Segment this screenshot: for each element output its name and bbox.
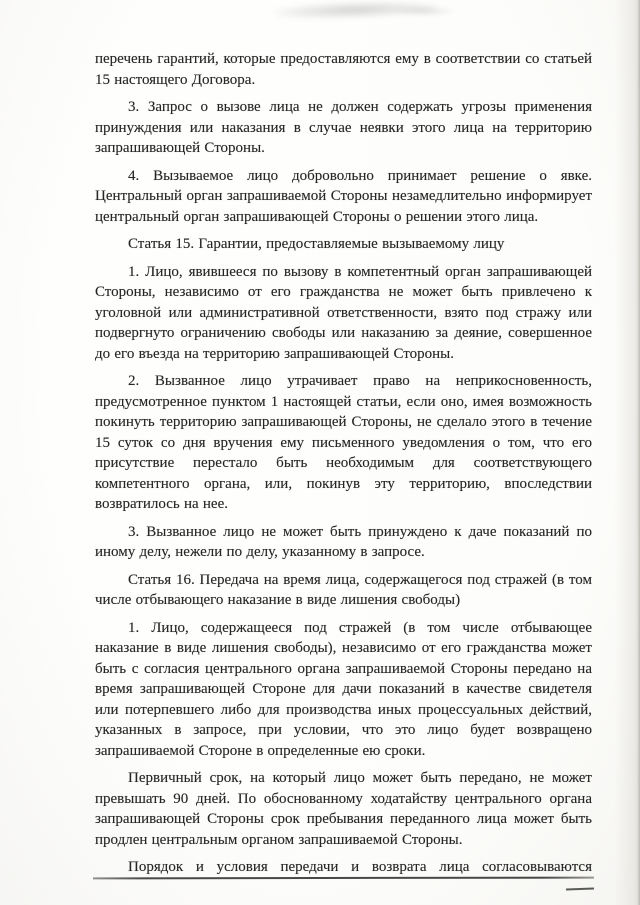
document-text-block <box>95 49 592 885</box>
article-16-paragraph-1: 1. Лицо, содержащееся под стражей (в том числе отбывающее наказание в виде лишения свободы), независимо от его гражданства может быть с согласия центрального органа запрашиваемой Стороны передано на время запрашивающей Стороне для дачи показаний в качестве свидетеля или потерпевшего либо для производства иных процессуальных действий, указанных в запросе, при условии, что это лицо будет возвращено запрашиваемой Стороне в определенные ею сроки. <box>95 619 592 759</box>
scan-smudge-artifact-small <box>395 6 455 16</box>
paragraph-item-3: 3. Запрос о вызове лица не должен содержать угрозы применения принуждения или наказания в случае неявки этого лица на территорию запрашивающей Стороны. <box>95 99 592 156</box>
article-16-paragraph-3-partial: Порядок и условия передачи и возврата лица согласовываются <box>128 859 592 875</box>
article-16-heading: Статья 16. Передача на время лица, содержащегося под стражей (в том числе отбывающего наказание в виде лишения свободы) <box>95 571 592 608</box>
article-15-paragraph-2: 2. Вызванное лицо утрачивает право на неприкосновенность, предусмотренное пунктом 1 настоящей статьи, если оно, имея возможность покинуть территорию запрашивающей Стороны, не сделало этого в течение 15 суток со дня вручения ему письменного уведомления о том, что его присутствие перестало быть необходимым для соответствующего компетентного органа, или, покинув эту территорию, впоследствии возвратилось на нее. <box>95 373 592 512</box>
article-16-paragraph-2: Первичный срок, на который лицо может быть передано, не может превышать 90 дней. По обоснованному ходатайству центрального органа запрашивающей Стороны срок пребывания переданного лица может быть продлен центральным органом запрашиваемой Стороны. <box>95 770 592 848</box>
article-15-paragraph-1: 1. Лицо, явившееся по вызову в компетентный орган запрашивающей Стороны, независимо от его гражданства не может быть привлечено к уголовной или административной ответственности, взято под стражу или подвергнуто ограничению свободы или наказанию за деяние, совершенное до его въезда на территорию запрашивающей Стороны. <box>95 263 592 362</box>
paragraph-continuation: перечень гарантий, которые предоставляются ему в соответствии со статьей 15 настоящего Договора. <box>95 51 592 88</box>
article-15-heading: Статья 15. Гарантии, предоставляемые вызываемому лицу <box>128 236 505 252</box>
article-15-paragraph-3: 3. Вызванное лицо не может быть принуждено к даче показаний по иному делу, нежели по делу, указанному в запросе. <box>95 523 592 560</box>
paragraph-item-4: 4. Вызываемое лицо добровольно принимает решение о явке. Центральный орган запрашиваемой Стороны незамедлительно информирует центральный орган запрашивающей Стороны о решении этого лица. <box>95 167 592 225</box>
scan-mark-artifact <box>566 888 594 891</box>
